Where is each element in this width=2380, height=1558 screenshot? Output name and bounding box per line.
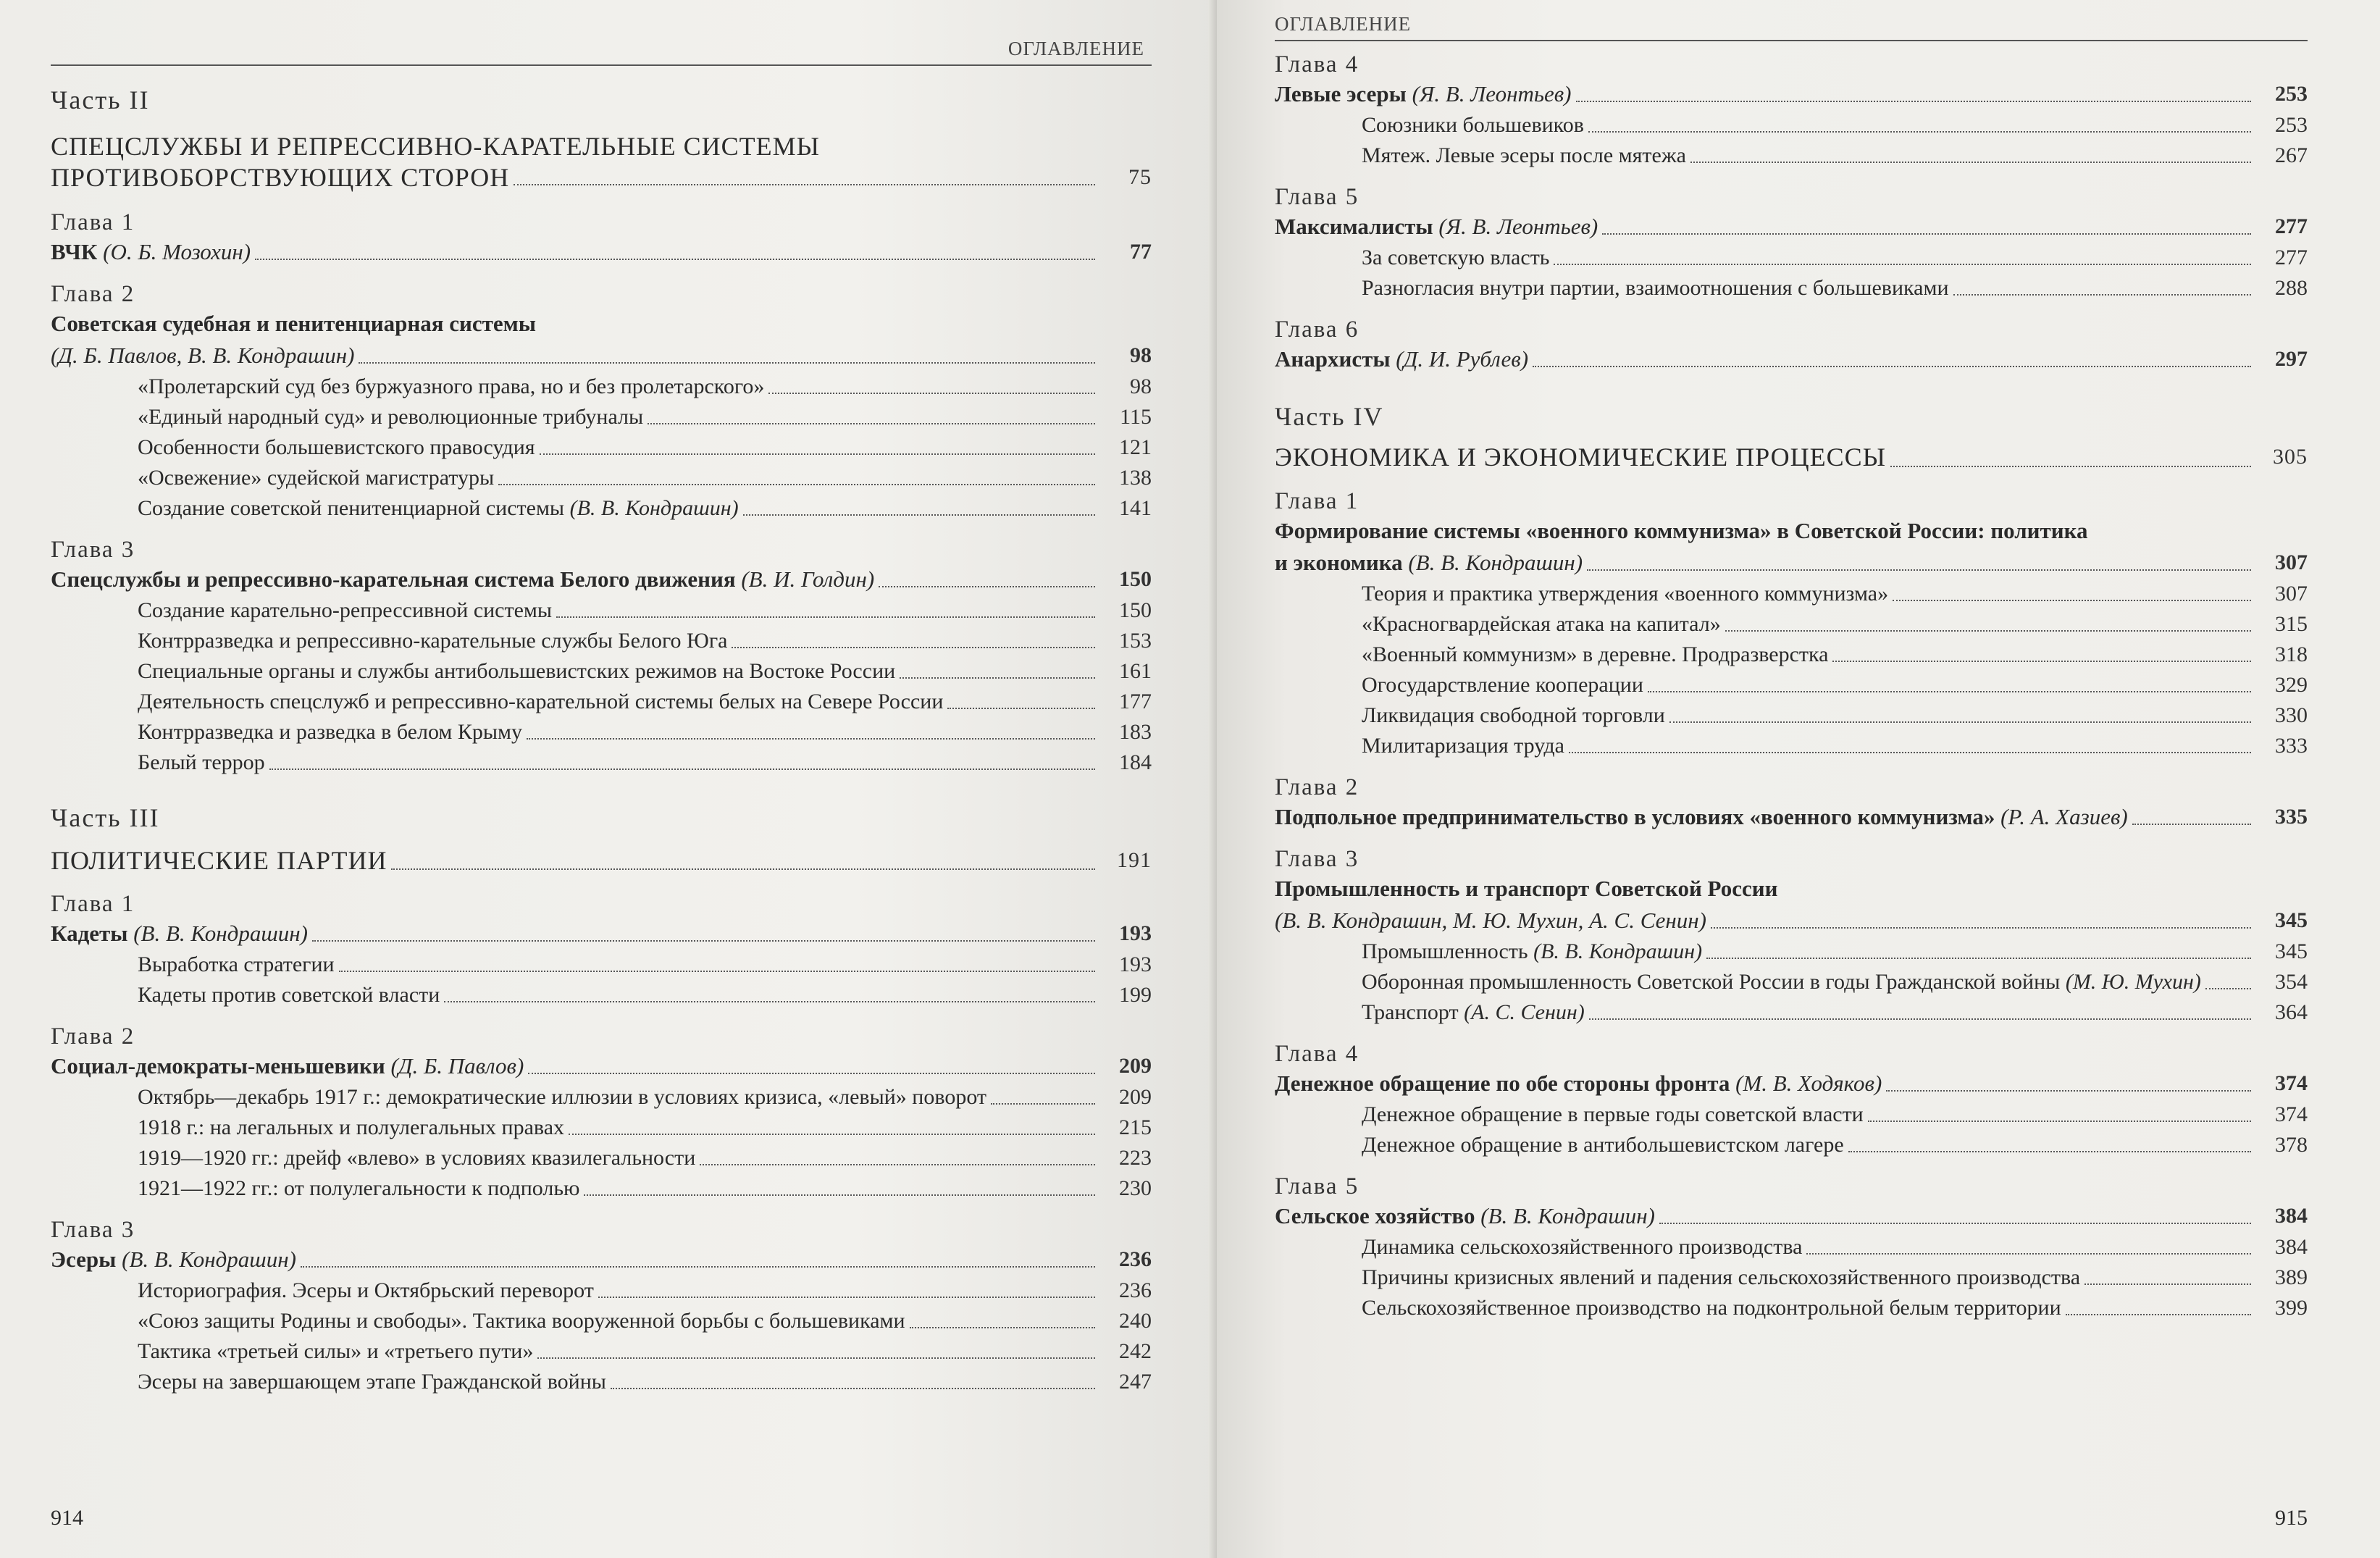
toc-item: Кадеты против советской власти 199 (138, 983, 1152, 1007)
part-title-line: ПОЛИТИЧЕСКИЕ ПАРТИИ 191 (51, 843, 1152, 878)
chapter-entry: Максималисты (Я. В. Леонтьев) 277 (1275, 214, 2308, 239)
chapter-label: Глава 5 (1275, 1173, 1359, 1199)
toc-item: Сельскохозяйственное производство на подконтрольной белым территории 399 (1362, 1296, 2308, 1320)
chapter-entry: Кадеты (В. В. Кондрашин) 193 (51, 921, 1152, 946)
toc-item: Историография. Эсеры и Октябрьский переворот 236 (138, 1278, 1152, 1302)
toc-item: Мятеж. Левые эсеры после мятежа 267 (1362, 143, 2308, 167)
toc-item: Выработка стратегии 193 (138, 952, 1152, 976)
toc-item: Создание советской пенитенциарной системы (В. В. Кондрашин) 141 (138, 496, 1152, 520)
toc-item: Контрразведка и репрессивно-карательные службы Белого Юга 153 (138, 629, 1152, 653)
toc-item: Динамика сельскохозяйственного производства 384 (1362, 1235, 2308, 1259)
part-title-line: ЭКОНОМИКА И ЭКОНОМИЧЕСКИЕ ПРОЦЕССЫ 305 (1275, 443, 2308, 472)
page-folio: 914 (51, 1506, 83, 1530)
chapter-entry: Левые эсеры (Я. В. Леонтьев) 253 (1275, 81, 2308, 106)
chapter-entry: и экономика (В. В. Кондрашин) 307 (1275, 550, 2308, 575)
chapter-title: Промышленность и транспорт Советской России (1275, 876, 1778, 901)
toc-item: Союзники большевиков 253 (1362, 113, 2308, 137)
chapter-label: Глава 2 (51, 1023, 135, 1050)
running-head: ОГЛАВЛЕНИЕ (1275, 13, 1412, 35)
chapter-label: Глава 2 (51, 281, 135, 307)
page-number: 150 (1119, 567, 1152, 591)
chapter-label: Глава 3 (51, 1217, 135, 1243)
toc-item: Оборонная промышленность Советской России в годы Гражданской войны (М. Ю. Мухин) 354 (1362, 970, 2308, 994)
toc-item: «Военный коммунизм» в деревне. Продразверстка 318 (1362, 642, 2308, 666)
chapter-label: Глава 2 (1275, 774, 1359, 800)
toc-item: Милитаризация труда 333 (1362, 734, 2308, 758)
chapter-entry: ВЧК (О. Б. Мозохин) 77 (51, 236, 1152, 268)
chapter-title: Советская судебная и пенитенциарная системы (51, 311, 536, 336)
chapter-title: Формирование системы «военного коммунизма» в Советской России: политика (1275, 518, 2088, 543)
toc-item: Денежное обращение в первые годы советской власти 374 (1362, 1102, 2308, 1126)
toc-item: «Союз защиты Родины и свободы». Тактика вооруженной борьбы с большевиками 240 (138, 1309, 1152, 1333)
toc-item: Промышленность (В. В. Кондрашин) 345 (1362, 939, 2308, 963)
chapter-entry: Денежное обращение по обе стороны фронта (М. В. Ходяков) 374 (1275, 1071, 2308, 1096)
chapter-label: Глава 1 (51, 209, 135, 235)
toc-item: Деятельность спецслужб и репрессивно-карательной системы белых на Севере России 177 (138, 690, 1152, 713)
toc-item: Транспорт (А. С. Сенин) 364 (1362, 1000, 2308, 1024)
toc-item: «Красногвардейская атака на капитал» 315 (1362, 612, 2308, 636)
chapter-label: Глава 4 (1275, 1041, 1359, 1067)
toc-item: Создание карательно-репрессивной системы 150 (138, 598, 1152, 622)
page-number: 75 (1128, 165, 1152, 189)
toc-item: Разногласия внутри партии, взаимоотношения с большевиками 288 (1362, 276, 2308, 300)
toc-item: Теория и практика утверждения «военного коммунизма» 307 (1362, 582, 2308, 606)
toc-item: Особенности большевистского правосудия 121 (138, 435, 1152, 459)
page-number: 191 (1117, 848, 1152, 872)
page-number: 77 (1130, 240, 1152, 264)
chapter-label: Глава 4 (1275, 51, 1359, 78)
toc-item: Эсеры на завершающем этапе Гражданской войны 247 (138, 1370, 1152, 1394)
toc-item: Тактика «третьей силы» и «третьего пути» 242 (138, 1339, 1152, 1363)
toc-item: «Пролетарский суд без буржуазного права, но и без пролетарского» 98 (138, 374, 1152, 398)
chapter-label: Глава 1 (1275, 488, 1359, 514)
toc-item: Контрразведка и разведка в белом Крыму 183 (138, 720, 1152, 744)
part-label: Часть II (51, 85, 150, 114)
chapter-entry: Сельское хозяйство (В. В. Кондрашин) 384 (1275, 1203, 2308, 1228)
chapter-entry: Спецслужбы и репрессивно-карательная система Белого движения (В. И. Голдин) 150 (51, 564, 1152, 595)
page-folio: 915 (2275, 1506, 2308, 1530)
chapter-entry: Анархисты (Д. И. Рублев) 297 (1275, 346, 2308, 372)
chapter-label: Глава 3 (51, 537, 135, 563)
right-page (1217, 0, 2380, 1558)
toc-item: 1919—1920 гг.: дрейф «влево» в условиях квазилегальности 223 (138, 1146, 1152, 1170)
part-label: Часть III (51, 803, 160, 832)
page-number: 98 (1130, 343, 1152, 367)
part-title: СПЕЦСЛУЖБЫ И РЕПРЕССИВНО-КАРАТЕЛЬНЫЕ СИСТЕМЫ (51, 132, 821, 161)
running-head: ОГЛАВЛЕНИЕ (1007, 38, 1144, 59)
toc-item: Ликвидация свободной торговли 330 (1362, 703, 2308, 727)
toc-item: 1918 г.: на легальных и полулегальных правах 215 (138, 1115, 1152, 1139)
toc-item: 1921—1922 гг.: от полулегальности к подполью 230 (138, 1176, 1152, 1200)
toc-item: «Освежение» судейской магистратуры 138 (138, 466, 1152, 490)
part-title-line: ПРОТИВОБОРСТВУЮЩИХ СТОРОН 75 (51, 163, 1152, 192)
header-rule (51, 64, 1152, 66)
toc-item: Огосударствление кооперации 329 (1362, 673, 2308, 697)
chapter-label: Глава 6 (1275, 317, 1359, 343)
chapter-entry: Подпольное предпринимательство в условиях «военного коммунизма» (Р. А. Хазиев) 335 (1275, 804, 2308, 829)
chapter-author-line: (В. В. Кондрашин, М. Ю. Мухин, А. С. Сенин) 345 (1275, 908, 2308, 933)
chapter-entry: Эсеры (В. В. Кондрашин) 236 (51, 1247, 1152, 1272)
toc-item: Денежное обращение в антибольшевистском лагере 378 (1362, 1133, 2308, 1157)
part-label: Часть IV (1275, 402, 1384, 431)
toc-item: Причины кризисных явлений и падения сельскохозяйственного производства 389 (1362, 1265, 2308, 1289)
chapter-author-line: (Д. Б. Павлов, В. В. Кондрашин) 98 (51, 340, 1152, 372)
toc-item: За советскую власть 277 (1362, 246, 2308, 269)
toc-item: «Единый народный суд» и революционные трибуналы 115 (138, 405, 1152, 429)
header-rule (1275, 40, 2308, 41)
chapter-entry: Социал-демократы-меньшевики (Д. Б. Павлов) 209 (51, 1053, 1152, 1079)
toc-item: Октябрь—декабрь 1917 г.: демократические иллюзии в условиях кризиса, «левый» поворот 209 (138, 1085, 1152, 1109)
toc-item: Специальные органы и службы антибольшевистских режимов на Востоке России 161 (138, 659, 1152, 683)
chapter-label: Глава 3 (1275, 846, 1359, 872)
chapter-label: Глава 1 (51, 891, 135, 917)
chapter-label: Глава 5 (1275, 184, 1359, 210)
toc-item: Белый террор 184 (138, 750, 1152, 774)
